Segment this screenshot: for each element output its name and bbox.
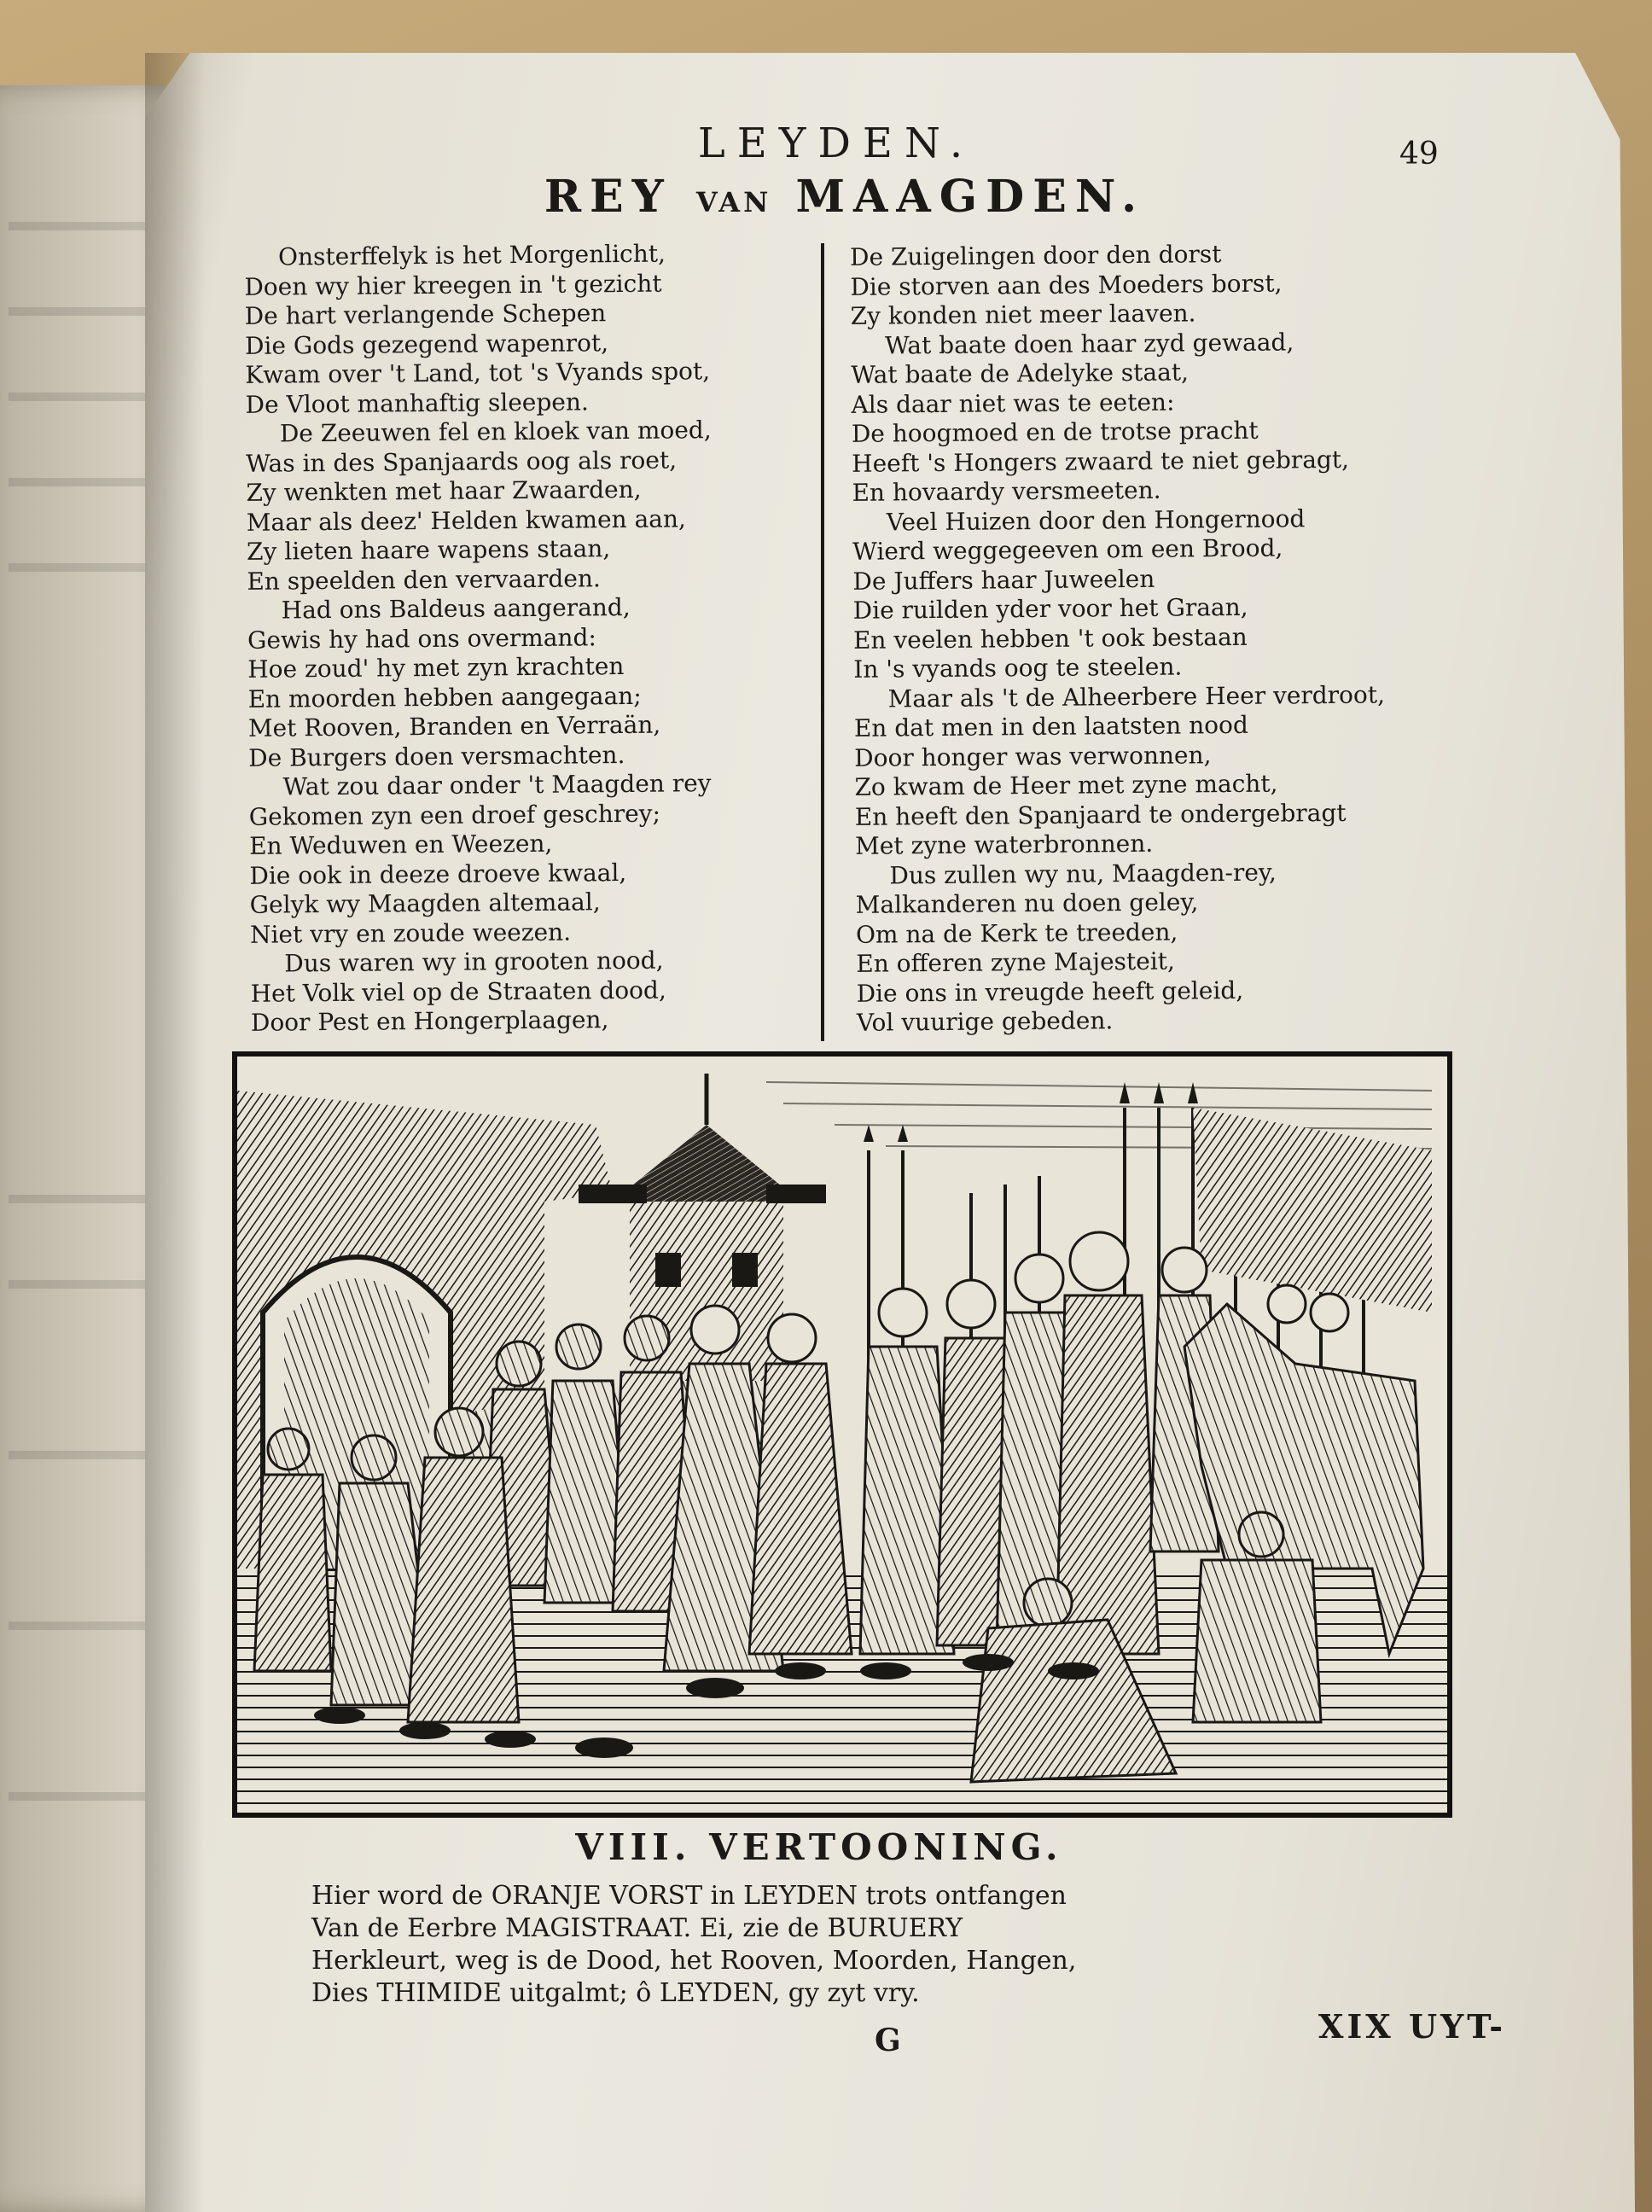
poem-line: En speelden den vervaarden. bbox=[247, 563, 601, 596]
left-poem-column bbox=[244, 238, 814, 1038]
poem-line: Door honger was verwonnen, bbox=[854, 740, 1212, 772]
poem-line: Het Volk viel op de Straaten dood, bbox=[250, 975, 666, 1008]
poem-line: Maar als 't de Alheerbere Heer verdroot, bbox=[887, 679, 1386, 713]
poem-line: Met Rooven, Branden en Verraän, bbox=[247, 710, 661, 742]
poem-line: Dus zullen wy nu, Maagden-rey, bbox=[889, 858, 1277, 890]
poem-line: En heeft den Spanjaard te ondergebragt bbox=[854, 798, 1347, 831]
poem-line: En Weduwen en Weezen, bbox=[248, 829, 553, 860]
woodcut-illustration bbox=[232, 1051, 1452, 1818]
poem-line: Die Gods gezegend wapenrot, bbox=[244, 328, 609, 360]
poem-line: Om na de Kerk te treeden, bbox=[855, 917, 1178, 949]
poem-line: Zy konden niet meer laaven. bbox=[850, 299, 1196, 330]
poem-line: Zy wenkten met haar Zwaarden, bbox=[246, 474, 642, 507]
poem-line: En offeren zyne Majesteit, bbox=[856, 946, 1176, 978]
vertooning-title: VIII. VERTOONING. bbox=[575, 1826, 1063, 1868]
poem-line: Doen wy hier kreegen in 't gezicht bbox=[244, 269, 662, 301]
signature-mark: G bbox=[875, 2023, 901, 2058]
poem-line: En dat men in den laatsten nood bbox=[853, 710, 1248, 742]
page-title bbox=[478, 171, 1212, 223]
poem-line: Die ons in vreugde heeft geleid, bbox=[856, 975, 1244, 1008]
title-word-2: MAAGDEN. bbox=[795, 171, 1146, 223]
poem-line: De Vloot manhaftig sleepen. bbox=[245, 387, 589, 419]
verse-line: Hier word de ORANJE VORST in LEYDEN trots ontfangen bbox=[311, 1881, 1067, 1911]
poem-line: Zo kwam de Heer met zyne macht, bbox=[854, 769, 1278, 801]
gutter-shadow bbox=[145, 53, 205, 2212]
woodcut-scene-graphic bbox=[237, 1057, 1447, 1813]
column-rule bbox=[821, 243, 824, 1041]
poem-line: Kwam over 't Land, tot 's Vyands spot, bbox=[245, 357, 711, 389]
caption-verse bbox=[311, 1880, 1421, 2010]
poem-line: Gekomen zyn een droef geschrey; bbox=[248, 799, 661, 831]
poem-line: Door Pest en Hongerplaagen, bbox=[250, 1005, 609, 1037]
poem-line: Onsterffelyk is het Morgenlicht, bbox=[277, 239, 666, 271]
poem-line: Wat baate de Adelyke staat, bbox=[851, 358, 1190, 389]
poem-line: Vol vuurige gebeden. bbox=[856, 1006, 1114, 1037]
poem-line: De hoogmoed en de trotse pracht bbox=[851, 416, 1259, 448]
poem-line: En veelen hebben 't ook bestaan bbox=[852, 622, 1248, 655]
poem-line: Malkanderen nu doen geley, bbox=[855, 888, 1199, 919]
poem-line: Wat baate doen haar zyd gewaad, bbox=[884, 327, 1294, 360]
poem-line: Gewis hy had ons overmand: bbox=[247, 622, 596, 655]
catchword: XIX UYT- bbox=[1318, 2007, 1506, 2046]
poem-line: Met zyne waterbronnen. bbox=[854, 829, 1154, 860]
verse-line: Herkleurt, weg is de Dood, het Rooven, Moorden, Hangen, bbox=[311, 1946, 1077, 1976]
poem-line: Wierd weggegeeven om een Brood, bbox=[852, 533, 1283, 566]
poem-line: Dus waren wy in grooten nood, bbox=[284, 946, 664, 978]
poem-line: De Zeeuwen fel en kloek van moed, bbox=[279, 416, 712, 448]
poem-line: In 's vyands oog te steelen. bbox=[853, 652, 1183, 684]
poem-line: Heeft 's Hongers zwaard te niet gebragt, bbox=[852, 445, 1350, 478]
verse-line: Van de Eerbre MAGISTRAAT. Ei, zie de BURUERY bbox=[311, 1913, 963, 1943]
verse-line: Dies THIMIDE uitgalmt; ô LEYDEN, gy zyt vry. bbox=[311, 1978, 920, 2008]
poem-line: Hoe zoud' hy met zyn krachten bbox=[247, 652, 625, 684]
poem-line: Als daar niet was te eeten: bbox=[851, 387, 1175, 419]
title-small-word: VAN bbox=[695, 186, 772, 218]
poem-line: Niet vry en zoude weezen. bbox=[249, 917, 572, 949]
poem-line: De Zuigelingen door den dorst bbox=[849, 240, 1222, 271]
poem-line: Die storven aan des Moeders borst, bbox=[850, 268, 1283, 301]
poem-line: Gelyk wy Maagden altemaal, bbox=[249, 888, 601, 919]
poem-line: En hovaardy versmeeten. bbox=[852, 475, 1161, 507]
title-word-1: REY bbox=[544, 171, 672, 223]
poem-line: Wat zou daar onder 't Maagden rey bbox=[282, 769, 712, 801]
poem-line: Die ruilden yder voor het Graan, bbox=[852, 592, 1248, 625]
poem-line: De hart verlangende Schepen bbox=[244, 299, 607, 330]
poem-line: Zy lieten haare wapens staan, bbox=[246, 534, 611, 566]
poem-line: Maar als deez' Helden kwamen aan, bbox=[246, 504, 686, 537]
poem-line: Was in des Spanjaards oog als roet, bbox=[246, 445, 678, 478]
page-number: 49 bbox=[1399, 137, 1439, 172]
poem-line: Veel Huizen door den Hongernood bbox=[886, 504, 1306, 537]
poem-line: De Juffers haar Juweelen bbox=[852, 564, 1155, 596]
running-head: LEYDEN. bbox=[697, 119, 975, 167]
poem-line: En moorden hebben aangegaan; bbox=[247, 681, 642, 713]
poem-line: De Burgers doen versmachten. bbox=[248, 740, 625, 772]
right-poem-column bbox=[850, 238, 1420, 1038]
poem-line: Die ook in deeze droeve kwaal, bbox=[249, 858, 627, 890]
poem-line: Had ons Baldeus aangerand, bbox=[281, 592, 631, 625]
